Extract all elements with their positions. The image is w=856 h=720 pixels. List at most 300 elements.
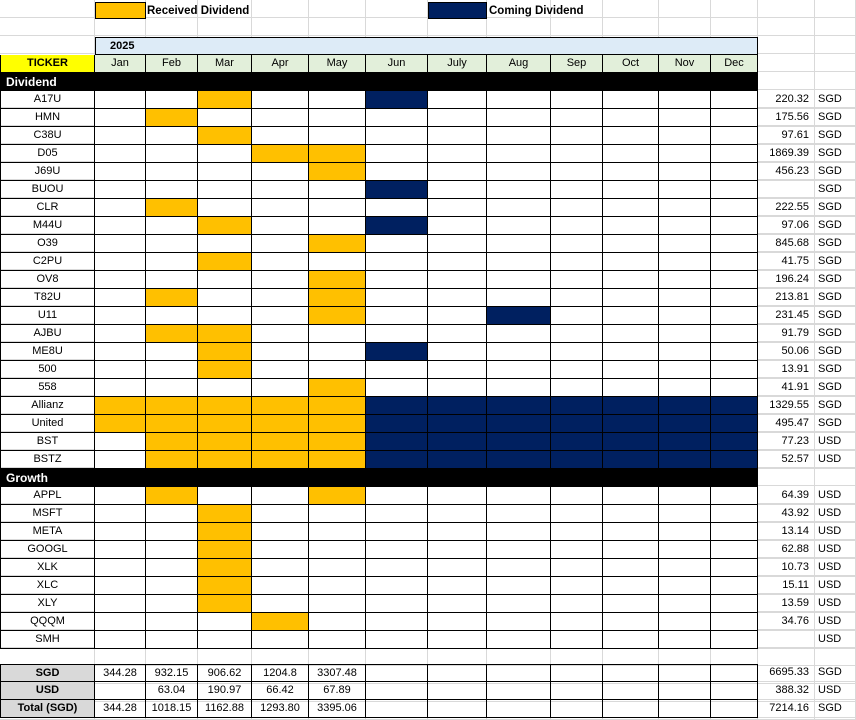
month-cell[interactable] <box>711 505 758 523</box>
month-cell[interactable] <box>487 289 551 307</box>
currency-cell[interactable]: SGD <box>815 127 856 145</box>
month-cell[interactable] <box>711 109 758 127</box>
month-cell[interactable] <box>95 109 146 127</box>
ticker-cell[interactable]: ME8U <box>0 343 95 361</box>
month-cell[interactable] <box>603 217 659 235</box>
month-cell[interactable] <box>252 235 309 253</box>
empty-cell[interactable] <box>366 0 428 18</box>
month-cell[interactable] <box>487 343 551 361</box>
coming-dividend-cell[interactable] <box>711 451 758 469</box>
coming-dividend-cell[interactable] <box>428 415 487 433</box>
month-cell[interactable] <box>428 505 487 523</box>
month-cell[interactable] <box>146 505 198 523</box>
month-cell[interactable] <box>551 361 603 379</box>
month-cell[interactable] <box>146 271 198 289</box>
month-cell[interactable] <box>428 145 487 163</box>
coming-dividend-cell[interactable] <box>659 397 711 415</box>
month-cell[interactable] <box>428 577 487 595</box>
coming-dividend-cell[interactable] <box>428 451 487 469</box>
month-cell[interactable] <box>659 613 711 631</box>
month-cell[interactable] <box>95 379 146 397</box>
month-cell[interactable] <box>252 343 309 361</box>
month-cell[interactable] <box>428 613 487 631</box>
month-cell[interactable] <box>487 595 551 613</box>
month-cell[interactable] <box>428 199 487 217</box>
month-cell[interactable] <box>309 217 366 235</box>
month-cell[interactable] <box>198 145 252 163</box>
empty-cell[interactable] <box>252 18 309 36</box>
month-cell[interactable] <box>487 631 551 649</box>
total-amount-cell[interactable]: 388.32 <box>758 682 815 700</box>
received-dividend-cell[interactable] <box>146 451 198 469</box>
month-cell[interactable] <box>146 559 198 577</box>
month-cell[interactable] <box>711 271 758 289</box>
month-cell[interactable] <box>428 523 487 541</box>
empty-cell[interactable] <box>0 0 95 18</box>
month-cell[interactable] <box>252 577 309 595</box>
month-cell[interactable] <box>659 505 711 523</box>
total-value-cell[interactable]: 1204.8 <box>252 664 309 682</box>
month-cell[interactable] <box>95 523 146 541</box>
currency-cell[interactable]: SGD <box>815 325 856 343</box>
amount-cell[interactable]: 34.76 <box>758 613 815 631</box>
month-cell[interactable] <box>309 253 366 271</box>
month-cell[interactable] <box>711 379 758 397</box>
amount-cell[interactable]: 220.32 <box>758 91 815 109</box>
received-dividend-cell[interactable] <box>198 217 252 235</box>
month-cell[interactable] <box>95 163 146 181</box>
amount-cell[interactable]: 495.47 <box>758 415 815 433</box>
month-cell[interactable] <box>252 487 309 505</box>
ticker-cell[interactable]: GOOGL <box>0 541 95 559</box>
amount-cell[interactable]: 52.57 <box>758 451 815 469</box>
coming-dividend-cell[interactable] <box>603 415 659 433</box>
month-cell[interactable] <box>603 343 659 361</box>
month-cell[interactable] <box>487 613 551 631</box>
month-cell[interactable] <box>366 577 428 595</box>
month-cell[interactable] <box>603 181 659 199</box>
ticker-cell[interactable]: QQQM <box>0 613 95 631</box>
month-cell[interactable] <box>198 163 252 181</box>
month-cell[interactable] <box>252 559 309 577</box>
empty-cell[interactable] <box>252 0 309 18</box>
amount-cell[interactable] <box>758 181 815 199</box>
empty-cell[interactable] <box>428 18 487 36</box>
ticker-cell[interactable]: T82U <box>0 289 95 307</box>
coming-dividend-cell[interactable] <box>487 397 551 415</box>
month-cell[interactable] <box>551 163 603 181</box>
month-cell[interactable] <box>252 91 309 109</box>
month-cell[interactable] <box>603 541 659 559</box>
month-cell[interactable] <box>198 631 252 649</box>
coming-dividend-cell[interactable] <box>487 307 551 325</box>
received-dividend-cell[interactable] <box>252 451 309 469</box>
month-cell[interactable] <box>487 127 551 145</box>
month-cell[interactable] <box>146 145 198 163</box>
month-cell[interactable] <box>659 595 711 613</box>
month-cell[interactable] <box>366 325 428 343</box>
received-dividend-cell[interactable] <box>198 127 252 145</box>
ticker-cell[interactable]: BSTZ <box>0 451 95 469</box>
received-dividend-cell[interactable] <box>309 451 366 469</box>
month-cell[interactable] <box>252 595 309 613</box>
month-cell[interactable] <box>146 343 198 361</box>
currency-cell[interactable]: SGD <box>815 415 856 433</box>
coming-dividend-cell[interactable] <box>711 397 758 415</box>
received-dividend-cell[interactable] <box>309 379 366 397</box>
ticker-cell[interactable]: J69U <box>0 163 95 181</box>
empty-cell[interactable] <box>146 18 198 36</box>
month-cell[interactable] <box>551 289 603 307</box>
month-cell[interactable] <box>551 631 603 649</box>
coming-dividend-cell[interactable] <box>551 415 603 433</box>
amount-cell[interactable]: 1869.39 <box>758 145 815 163</box>
month-cell[interactable] <box>252 253 309 271</box>
month-cell[interactable] <box>659 271 711 289</box>
total-currency-cell[interactable]: SGD <box>815 700 856 718</box>
amount-cell[interactable]: 456.23 <box>758 163 815 181</box>
month-cell[interactable] <box>603 145 659 163</box>
currency-cell[interactable]: USD <box>815 487 856 505</box>
month-cell[interactable] <box>95 631 146 649</box>
month-cell[interactable] <box>603 559 659 577</box>
total-value-cell[interactable] <box>487 682 551 700</box>
month-header-oct[interactable]: Oct <box>603 55 659 73</box>
month-cell[interactable] <box>309 541 366 559</box>
total-value-cell[interactable] <box>659 700 711 718</box>
month-cell[interactable] <box>551 379 603 397</box>
empty-cell[interactable] <box>815 468 856 486</box>
month-cell[interactable] <box>711 559 758 577</box>
empty-cell[interactable] <box>603 0 659 18</box>
month-cell[interactable] <box>551 505 603 523</box>
total-value-cell[interactable] <box>487 700 551 718</box>
total-value-cell[interactable]: 3307.48 <box>309 664 366 682</box>
month-cell[interactable] <box>551 307 603 325</box>
currency-cell[interactable]: SGD <box>815 217 856 235</box>
month-cell[interactable] <box>95 433 146 451</box>
month-cell[interactable] <box>711 217 758 235</box>
received-dividend-cell[interactable] <box>146 289 198 307</box>
received-dividend-cell[interactable] <box>198 343 252 361</box>
month-cell[interactable] <box>711 325 758 343</box>
month-cell[interactable] <box>487 145 551 163</box>
month-cell[interactable] <box>366 307 428 325</box>
month-cell[interactable] <box>366 595 428 613</box>
coming-dividend-cell[interactable] <box>366 343 428 361</box>
month-cell[interactable] <box>711 613 758 631</box>
month-cell[interactable] <box>146 217 198 235</box>
month-cell[interactable] <box>95 217 146 235</box>
month-cell[interactable] <box>487 325 551 343</box>
received-dividend-cell[interactable] <box>198 433 252 451</box>
received-dividend-cell[interactable] <box>95 415 146 433</box>
empty-cell[interactable] <box>551 18 603 36</box>
month-header-sep[interactable]: Sep <box>551 55 603 73</box>
total-value-cell[interactable]: 66.42 <box>252 682 309 700</box>
ticker-cell[interactable]: BST <box>0 433 95 451</box>
empty-cell[interactable] <box>758 54 815 72</box>
month-cell[interactable] <box>428 91 487 109</box>
total-value-cell[interactable] <box>659 682 711 700</box>
month-cell[interactable] <box>146 181 198 199</box>
month-cell[interactable] <box>711 631 758 649</box>
month-cell[interactable] <box>603 253 659 271</box>
currency-cell[interactable]: SGD <box>815 271 856 289</box>
coming-dividend-cell[interactable] <box>551 397 603 415</box>
received-dividend-cell[interactable] <box>252 613 309 631</box>
month-cell[interactable] <box>551 217 603 235</box>
month-cell[interactable] <box>95 181 146 199</box>
month-header-may[interactable]: May <box>309 55 366 73</box>
total-value-cell[interactable] <box>551 700 603 718</box>
month-cell[interactable] <box>252 361 309 379</box>
month-header-jun[interactable]: Jun <box>366 55 428 73</box>
coming-dividend-cell[interactable] <box>711 433 758 451</box>
currency-cell[interactable]: USD <box>815 541 856 559</box>
month-cell[interactable] <box>603 325 659 343</box>
ticker-cell[interactable]: M44U <box>0 217 95 235</box>
month-cell[interactable] <box>428 325 487 343</box>
ticker-cell[interactable]: APPL <box>0 487 95 505</box>
month-cell[interactable] <box>309 559 366 577</box>
month-cell[interactable] <box>487 271 551 289</box>
month-cell[interactable] <box>659 91 711 109</box>
total-value-cell[interactable]: 344.28 <box>95 700 146 718</box>
month-cell[interactable] <box>551 91 603 109</box>
month-cell[interactable] <box>711 127 758 145</box>
total-value-cell[interactable] <box>603 664 659 682</box>
month-cell[interactable] <box>198 487 252 505</box>
month-cell[interactable] <box>603 613 659 631</box>
month-cell[interactable] <box>603 505 659 523</box>
amount-cell[interactable]: 41.75 <box>758 253 815 271</box>
month-cell[interactable] <box>603 235 659 253</box>
month-cell[interactable] <box>252 109 309 127</box>
total-value-cell[interactable] <box>551 664 603 682</box>
month-cell[interactable] <box>603 361 659 379</box>
month-cell[interactable] <box>551 325 603 343</box>
month-cell[interactable] <box>487 577 551 595</box>
month-cell[interactable] <box>659 127 711 145</box>
empty-cell[interactable] <box>758 468 815 486</box>
month-cell[interactable] <box>366 127 428 145</box>
currency-cell[interactable]: SGD <box>815 163 856 181</box>
month-cell[interactable] <box>366 361 428 379</box>
month-cell[interactable] <box>659 289 711 307</box>
month-cell[interactable] <box>309 577 366 595</box>
month-cell[interactable] <box>146 163 198 181</box>
month-cell[interactable] <box>487 505 551 523</box>
month-cell[interactable] <box>551 271 603 289</box>
month-cell[interactable] <box>428 541 487 559</box>
month-cell[interactable] <box>659 577 711 595</box>
ticker-cell[interactable]: OV8 <box>0 271 95 289</box>
month-cell[interactable] <box>487 217 551 235</box>
month-cell[interactable] <box>146 523 198 541</box>
month-cell[interactable] <box>711 145 758 163</box>
received-dividend-cell[interactable] <box>198 253 252 271</box>
month-cell[interactable] <box>428 253 487 271</box>
currency-cell[interactable]: SGD <box>815 361 856 379</box>
month-cell[interactable] <box>659 181 711 199</box>
total-amount-cell[interactable]: 6695.33 <box>758 664 815 682</box>
received-dividend-cell[interactable] <box>146 397 198 415</box>
month-cell[interactable] <box>309 199 366 217</box>
month-cell[interactable] <box>603 595 659 613</box>
month-cell[interactable] <box>487 487 551 505</box>
month-cell[interactable] <box>309 595 366 613</box>
month-cell[interactable] <box>711 361 758 379</box>
coming-dividend-cell[interactable] <box>603 433 659 451</box>
month-cell[interactable] <box>487 109 551 127</box>
amount-cell[interactable]: 1329.55 <box>758 397 815 415</box>
month-cell[interactable] <box>603 199 659 217</box>
month-cell[interactable] <box>711 343 758 361</box>
coming-dividend-cell[interactable] <box>366 217 428 235</box>
coming-dividend-cell[interactable] <box>603 397 659 415</box>
month-cell[interactable] <box>95 325 146 343</box>
currency-cell[interactable]: SGD <box>815 235 856 253</box>
received-dividend-cell[interactable] <box>198 415 252 433</box>
received-dividend-cell[interactable] <box>146 325 198 343</box>
currency-cell[interactable]: SGD <box>815 91 856 109</box>
total-value-cell[interactable] <box>711 682 758 700</box>
total-value-cell[interactable]: 906.62 <box>198 664 252 682</box>
month-cell[interactable] <box>95 253 146 271</box>
month-cell[interactable] <box>659 343 711 361</box>
empty-cell[interactable] <box>659 0 711 18</box>
amount-cell[interactable]: 41.91 <box>758 379 815 397</box>
month-cell[interactable] <box>252 505 309 523</box>
total-value-cell[interactable]: 190.97 <box>198 682 252 700</box>
month-cell[interactable] <box>95 199 146 217</box>
empty-cell[interactable] <box>758 36 815 54</box>
currency-cell[interactable]: SGD <box>815 199 856 217</box>
month-cell[interactable] <box>146 613 198 631</box>
month-cell[interactable] <box>309 613 366 631</box>
month-cell[interactable] <box>95 271 146 289</box>
amount-cell[interactable] <box>758 631 815 649</box>
coming-dividend-cell[interactable] <box>366 451 428 469</box>
month-cell[interactable] <box>659 235 711 253</box>
month-cell[interactable] <box>198 235 252 253</box>
amount-cell[interactable]: 62.88 <box>758 541 815 559</box>
month-cell[interactable] <box>659 217 711 235</box>
month-cell[interactable] <box>366 163 428 181</box>
ticker-cell[interactable]: A17U <box>0 91 95 109</box>
currency-cell[interactable]: SGD <box>815 397 856 415</box>
month-cell[interactable] <box>551 199 603 217</box>
month-cell[interactable] <box>711 541 758 559</box>
month-cell[interactable] <box>95 145 146 163</box>
month-cell[interactable] <box>551 487 603 505</box>
received-dividend-cell[interactable] <box>309 235 366 253</box>
month-cell[interactable] <box>366 523 428 541</box>
currency-cell[interactable]: SGD <box>815 343 856 361</box>
month-cell[interactable] <box>659 325 711 343</box>
coming-dividend-cell[interactable] <box>487 451 551 469</box>
month-cell[interactable] <box>551 253 603 271</box>
month-cell[interactable] <box>603 271 659 289</box>
empty-cell[interactable] <box>711 18 758 36</box>
month-cell[interactable] <box>252 307 309 325</box>
currency-cell[interactable]: USD <box>815 577 856 595</box>
empty-cell[interactable] <box>815 36 856 54</box>
empty-cell[interactable] <box>95 18 146 36</box>
month-cell[interactable] <box>711 181 758 199</box>
month-cell[interactable] <box>711 91 758 109</box>
coming-dividend-cell[interactable] <box>711 415 758 433</box>
received-dividend-cell[interactable] <box>252 397 309 415</box>
amount-cell[interactable]: 97.06 <box>758 217 815 235</box>
month-cell[interactable] <box>309 127 366 145</box>
empty-cell[interactable] <box>815 54 856 72</box>
month-cell[interactable] <box>309 181 366 199</box>
month-cell[interactable] <box>487 181 551 199</box>
month-cell[interactable] <box>428 631 487 649</box>
month-cell[interactable] <box>551 145 603 163</box>
month-cell[interactable] <box>146 631 198 649</box>
empty-cell[interactable] <box>758 72 815 90</box>
received-dividend-cell[interactable] <box>146 415 198 433</box>
month-cell[interactable] <box>146 127 198 145</box>
month-cell[interactable] <box>146 541 198 559</box>
month-cell[interactable] <box>603 127 659 145</box>
coming-dividend-cell[interactable] <box>366 91 428 109</box>
month-cell[interactable] <box>428 361 487 379</box>
ticker-cell[interactable]: HMN <box>0 109 95 127</box>
empty-cell[interactable] <box>815 72 856 90</box>
amount-cell[interactable]: 175.56 <box>758 109 815 127</box>
total-value-cell[interactable] <box>659 664 711 682</box>
month-cell[interactable] <box>252 289 309 307</box>
empty-cell[interactable] <box>659 18 711 36</box>
coming-dividend-cell[interactable] <box>366 433 428 451</box>
month-cell[interactable] <box>366 271 428 289</box>
month-cell[interactable] <box>551 523 603 541</box>
month-cell[interactable] <box>198 289 252 307</box>
month-cell[interactable] <box>428 127 487 145</box>
received-dividend-cell[interactable] <box>309 145 366 163</box>
empty-cell[interactable] <box>815 0 856 18</box>
received-dividend-cell[interactable] <box>309 163 366 181</box>
coming-dividend-cell[interactable] <box>366 397 428 415</box>
month-header-dec[interactable]: Dec <box>711 55 758 73</box>
total-value-cell[interactable]: 1018.15 <box>146 700 198 718</box>
month-cell[interactable] <box>252 631 309 649</box>
month-cell[interactable] <box>428 181 487 199</box>
month-cell[interactable] <box>309 505 366 523</box>
total-value-cell[interactable] <box>711 700 758 718</box>
received-dividend-cell[interactable] <box>309 487 366 505</box>
empty-cell[interactable] <box>758 18 815 36</box>
month-cell[interactable] <box>428 595 487 613</box>
month-cell[interactable] <box>659 541 711 559</box>
month-cell[interactable] <box>95 505 146 523</box>
month-cell[interactable] <box>487 523 551 541</box>
month-cell[interactable] <box>551 595 603 613</box>
month-cell[interactable] <box>95 289 146 307</box>
total-value-cell[interactable] <box>711 664 758 682</box>
month-cell[interactable] <box>711 235 758 253</box>
month-header-july[interactable]: July <box>428 55 487 73</box>
month-cell[interactable] <box>95 613 146 631</box>
month-cell[interactable] <box>366 487 428 505</box>
month-cell[interactable] <box>252 163 309 181</box>
month-cell[interactable] <box>309 631 366 649</box>
ticker-cell[interactable]: CLR <box>0 199 95 217</box>
